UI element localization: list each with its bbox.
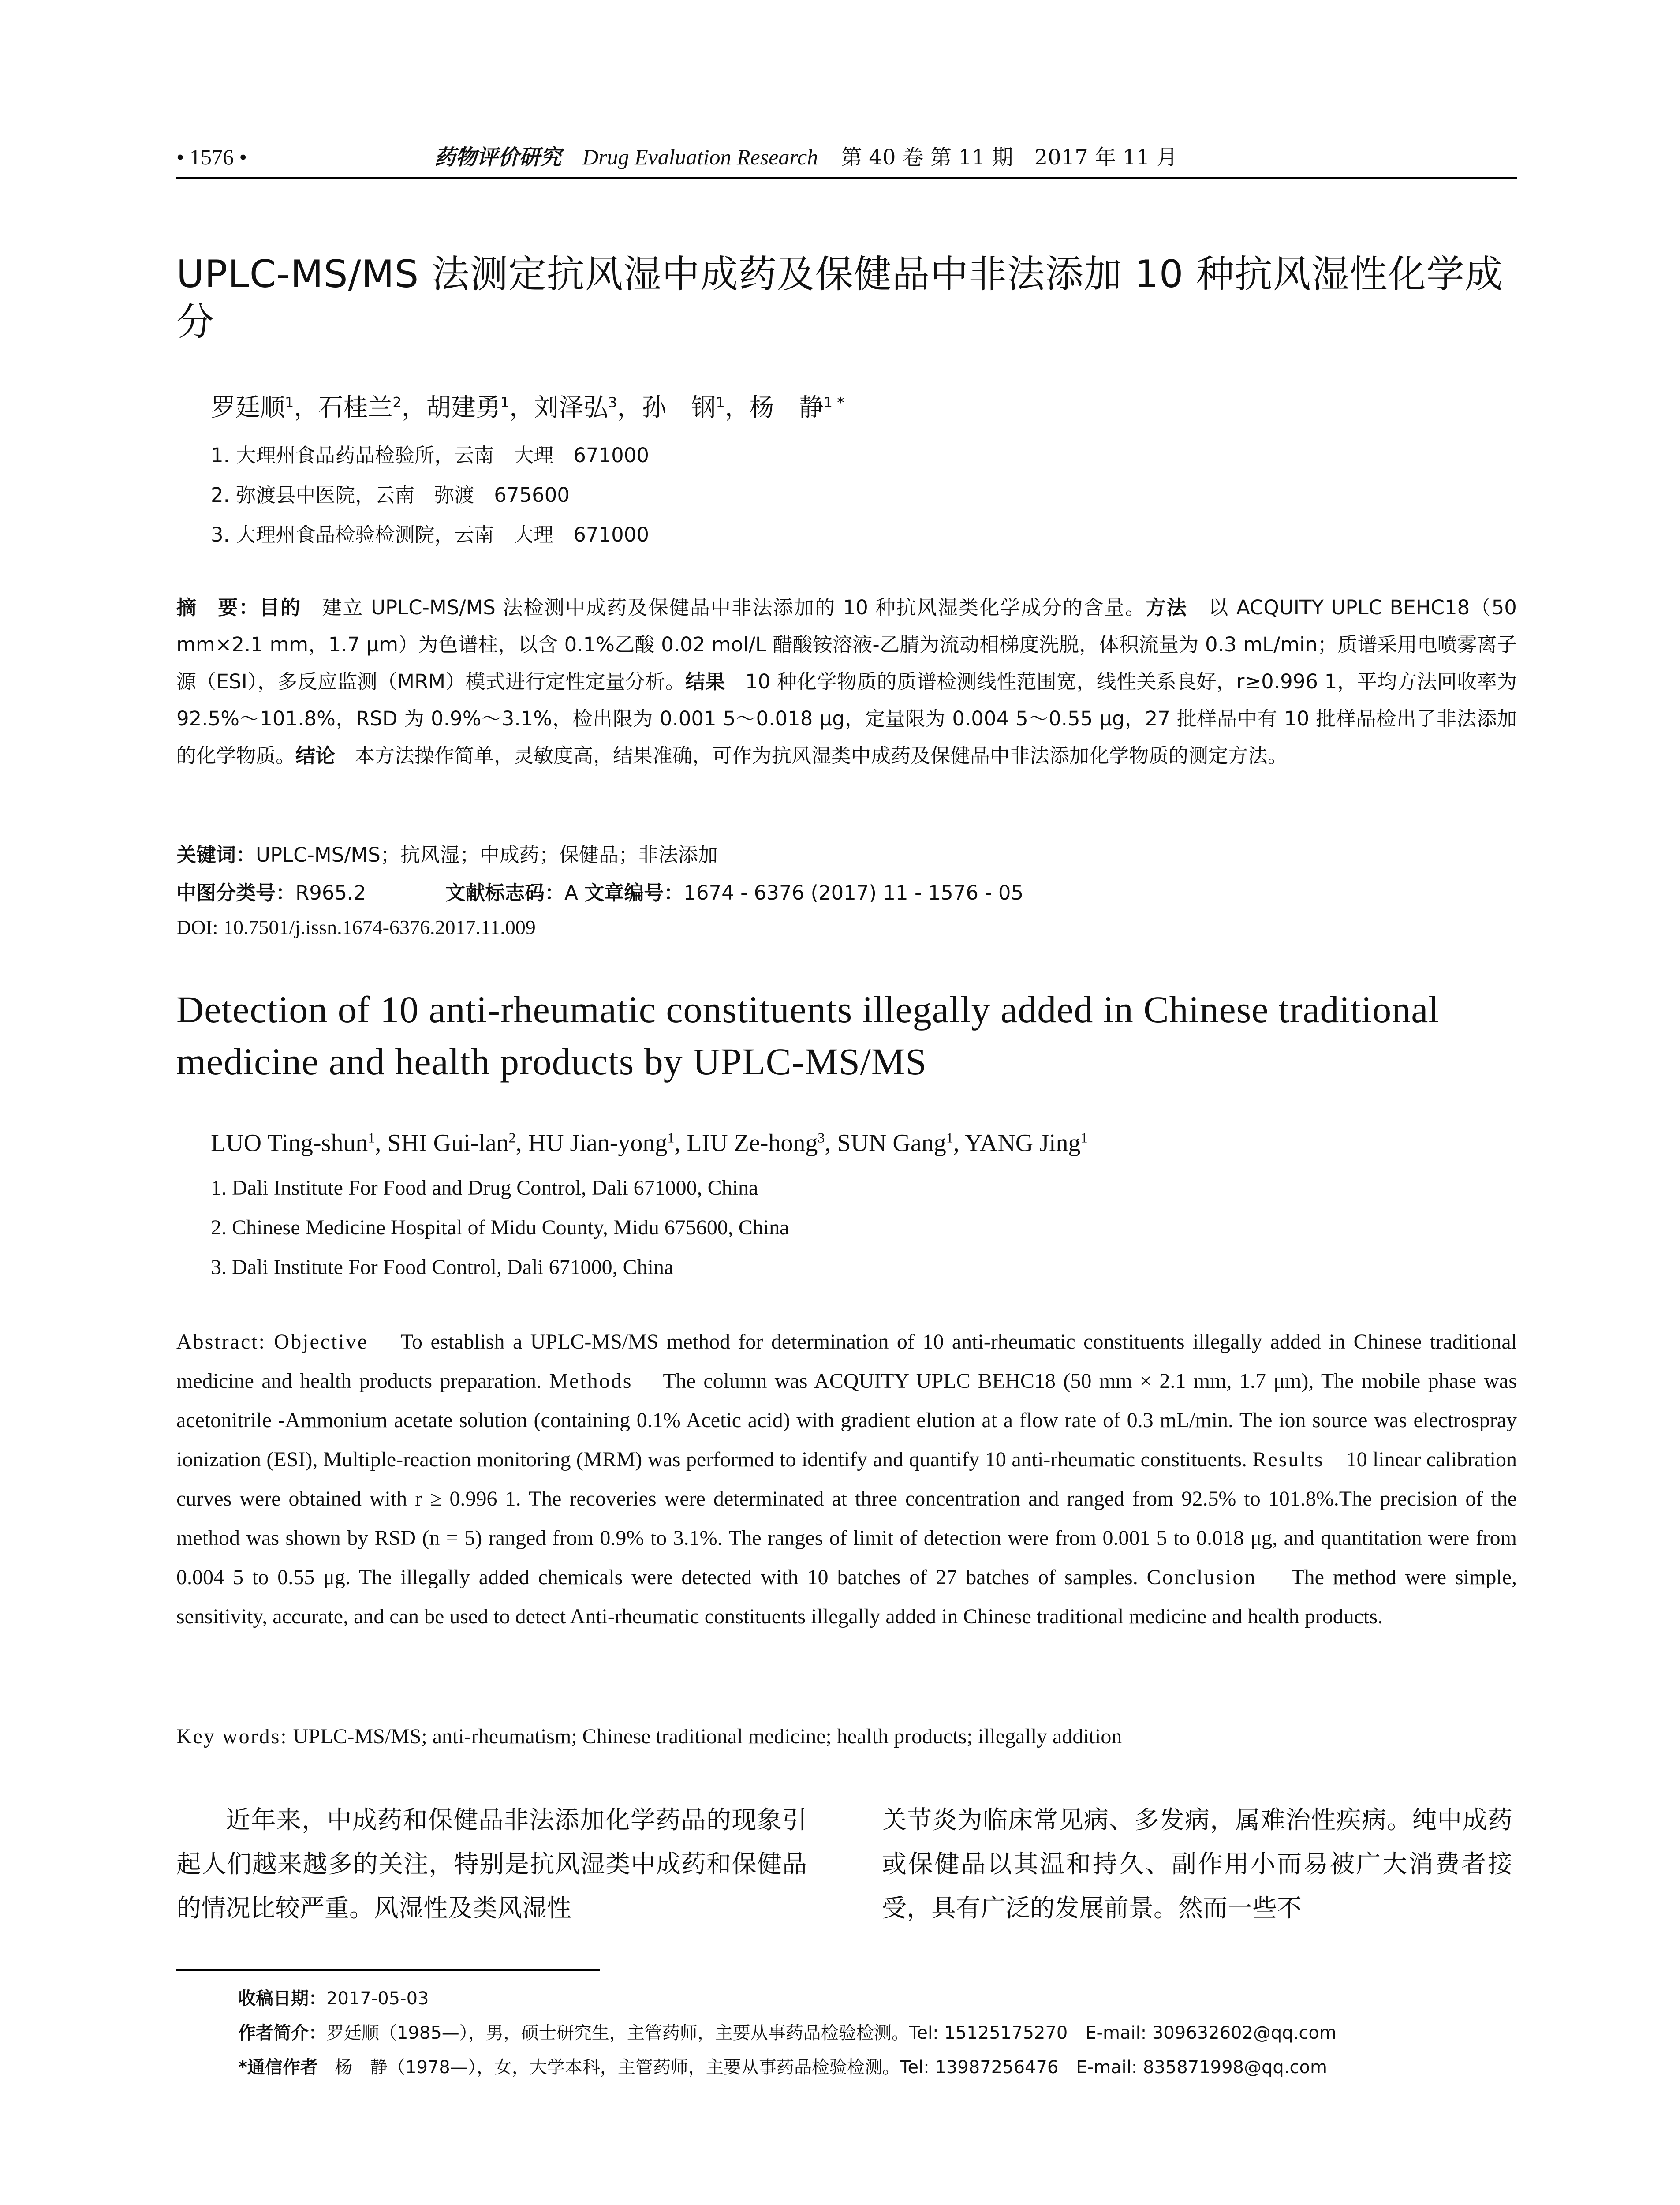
affiliation-cn-3: 3. 大理州食品检验检测院，云南 大理 671000	[211, 523, 650, 546]
keywords-en	[176, 1724, 1122, 1749]
author-sup: 1	[285, 394, 294, 411]
keywords-cn	[176, 839, 718, 867]
abstract-label: 摘 要：	[176, 596, 260, 619]
title-en: Detection of 10 anti-rheumatic constituents illegally added in Chinese traditional medicine and health products by UPLC-MS/MS	[176, 988, 1440, 1083]
clc-label: 中图分类号：	[176, 881, 296, 904]
abstract-label: Abstract:	[176, 1330, 266, 1353]
objective-label: Objective	[274, 1330, 369, 1353]
methods-text: 以 ACQUITY UPLC BEHC18（50 mm×2.1 mm，1.7 μm）为色谱柱，以含 0.1%乙酸 0.02 mol/L 醋酸铵溶液-乙腈为流动相梯度洗脱，体积流量为 0.3 mL/min；质谱采用电喷雾离子源（ESI），多反应监测（MRM）模式进行定性定量分析。	[176, 596, 1517, 693]
running-header	[176, 140, 1517, 176]
header-rule	[176, 177, 1517, 179]
author-sup: 1	[368, 1129, 375, 1146]
methods-label: 方法	[1146, 596, 1188, 619]
keywords-label: 关键词：	[176, 843, 256, 867]
author-en: HU Jian-yong	[528, 1129, 668, 1157]
affiliation-cn-1: 1. 大理州食品药品检验所，云南 大理 671000	[211, 444, 650, 467]
journal-name-en: Drug Evaluation Research	[582, 145, 818, 169]
article-no-label: 文章编号：	[584, 881, 684, 904]
footnote-corresponding	[238, 2053, 1327, 2078]
body-column-left: 近年来，中成药和保健品非法添加化学药品的现象引起人们越来越多的关注，特别是抗风湿类中成药和保健品的情况比较严重。风湿性及类风湿性	[176, 1806, 807, 1923]
author-cn: 罗廷顺	[211, 393, 285, 422]
footnote-author-bio	[238, 2019, 1337, 2044]
author-en: SUN Gang	[837, 1129, 946, 1157]
author-sup: 3	[818, 1129, 825, 1146]
author-sup: 1	[667, 1129, 675, 1146]
author-en: SHI Gui-lan	[387, 1129, 509, 1157]
page-number: • 1576 •	[176, 145, 247, 169]
abstract-cn	[176, 589, 1517, 774]
methods-label: Methods	[549, 1369, 633, 1393]
results-text: 10 linear calibration curves were obtained with r ≥ 0.996 1. The recoveries were determinated at three concentration and ranged from 92.5% to 101.8%.The precision of the method was shown by RSD (n = 5) ranged from 0.9% to 3.1%. The ranges of limit of detection were from 0.001 5 to 0.018 μg, and quantitation were from 0.004 5 to 0.55 μg. The illegally added chemicals were detected with 10 batches of 27 batches of samples.	[176, 1448, 1517, 1589]
author-cn: 刘泽弘	[534, 393, 609, 422]
conclusion-text: 本方法操作简单，灵敏度高，结果准确，可作为抗风湿类中成药及保健品中非法添加化学物质的测定方法。	[355, 744, 1288, 767]
author-sup: 3	[608, 394, 617, 411]
author-cn: 石桂兰	[318, 393, 393, 422]
affiliation-en-3: 3. Dali Institute For Food Control, Dali 671000, China	[211, 1256, 674, 1279]
journal-name-cn: 药物评价研究	[434, 145, 562, 170]
issue-info: 第 40 卷 第 11 期 2017 年 11 月	[841, 145, 1178, 170]
bio-text: 罗廷顺（1985—），男，硕士研究生，主管药师，主要从事药品检验检测。Tel: 15125175270 E-mail: 309632602@qq.com	[326, 2023, 1337, 2043]
objective-text: To establish a UPLC-MS/MS method for determination of 10 anti-rheumatic constituents illegally added in Chinese traditional medicine and health products preparation.	[176, 1330, 1517, 1393]
doc-code-value: A	[564, 881, 578, 904]
keywords-text: UPLC-MS/MS；抗风湿；中成药；保健品；非法添加	[256, 843, 718, 867]
clc-value: R965.2	[295, 881, 366, 904]
conclusion-label: 结论	[295, 744, 336, 767]
affiliation-cn-2: 2. 弥渡县中医院，云南 弥渡 675600	[211, 483, 570, 507]
corr-text: 杨 静（1978—），女，大学本科，主管药师，主要从事药品检验检测。Tel: 13987256476 E-mail: 835871998@qq.com	[335, 2057, 1327, 2078]
author-sup: 1	[716, 394, 725, 411]
doc-code-label: 文献标志码：	[445, 881, 565, 904]
keywords-text: UPLC-MS/MS; anti-rheumatism; Chinese traditional medicine; health products; illegally addition	[293, 1725, 1122, 1748]
author-cn: 孙 钢	[642, 393, 716, 422]
conclusion-text: The method were simple, sensitivity, accurate, and can be used to detect Anti-rheumatic constituents illegally added in Chinese traditional medicine and health products.	[176, 1566, 1517, 1628]
authors-cn: 罗廷顺$^1$，石桂兰$^2$，胡建勇$^1$，刘泽弘$^3$，孙 钢$^1$，杨 静$^{1 *}$	[211, 393, 844, 422]
objective-text: 建立 UPLC-MS/MS 法检测中成药及保健品中非法添加的 10 种抗风湿类化学成分的含量。	[322, 596, 1146, 619]
author-cn: 胡建勇	[426, 393, 500, 422]
conclusion-label: Conclusion	[1146, 1566, 1257, 1589]
author-en: YANG Jing	[964, 1129, 1081, 1157]
affiliation-en-2: 2. Chinese Medicine Hospital of Midu County, Midu 675600, China	[211, 1216, 789, 1239]
bio-label: 作者简介：	[238, 2023, 326, 2043]
title-cn: UPLC-MS/MS 法测定抗风湿中成药及保健品中非法添加 10 种抗风湿性化学成分	[176, 252, 1503, 344]
results-label: Results	[1252, 1448, 1324, 1471]
author-sup: 2	[508, 1129, 516, 1146]
article-no-value: 1674 - 6376 (2017) 11 - 1576 - 05	[683, 881, 1024, 904]
author-en: LUO Ting-shun	[211, 1129, 368, 1157]
keywords-label: Key words:	[176, 1725, 288, 1748]
results-label: 结果	[685, 670, 725, 693]
received-date: 2017-05-03	[326, 1988, 429, 2009]
abstract-en	[176, 1322, 1517, 1636]
author-sup: 1 *	[823, 394, 844, 411]
corr-label: *通信作者	[238, 2057, 318, 2078]
footnote-rule	[176, 1969, 600, 1971]
affiliation-en-1: 1. Dali Institute For Food and Drug Control, Dali 671000, China	[211, 1176, 758, 1200]
methods-text: The column was ACQUITY UPLC BEHC18 (50 mm × 2.1 mm, 1.7 μm), The mobile phase was acetonitrile -Ammonium acetate solution (containing 0.1% Acetic acid) with gradient elution at a flow rate of 0.3 mL/min. The ion source was electrospray ionization (ESI), Multiple-reaction monitoring (MRM) was performed to identify and quantify 10 anti-rheumatic constituents.	[176, 1369, 1517, 1471]
results-text: 10 种化学物质的质谱检测线性范围宽，线性关系良好，r≥0.996 1，平均方法回收率为 92.5%～101.8%，RSD 为 0.9%～3.1%，检出限为 0.001 5～0.018 μg，定量限为 0.004 5～0.55 μg，27 批样品中有 10 批样品检出了非法添加的化学物质。	[176, 670, 1517, 767]
authors-en: LUO Ting-shun$^1$, SHI Gui-lan$^2$, HU Jian-yong$^1$, LIU Ze-hong$^3$, SUN Gang$^1$, YANG Jing$^1$	[211, 1129, 1088, 1157]
author-en: LIU Ze-hong	[687, 1129, 818, 1157]
received-label: 收稿日期：	[238, 1988, 326, 2009]
author-sup: 1	[1080, 1129, 1088, 1146]
author-sup: 1	[500, 394, 510, 411]
doi[interactable]: DOI: 10.7501/j.issn.1674-6376.2017.11.009	[176, 916, 536, 938]
classification-line	[176, 877, 1023, 905]
author-cn: 杨 静	[749, 393, 824, 422]
body-column-right: 关节炎为临床常见病、多发病，属难治性疾病。纯中成药或保健品以其温和持久、副作用小而易被广大消费者接受，具有广泛的发展前景。然而一些不	[882, 1806, 1512, 1923]
author-sup: 1	[946, 1129, 953, 1146]
author-sup: 2	[392, 394, 402, 411]
footnote-received	[238, 1984, 429, 2010]
objective-label: 目的	[259, 596, 302, 619]
